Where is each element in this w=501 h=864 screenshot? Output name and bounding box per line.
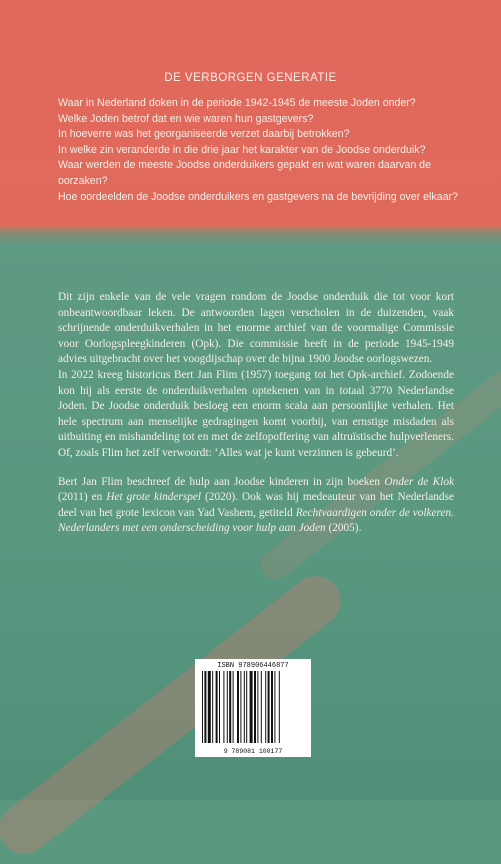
isbn-label: ISBN 978906446877 [217,662,289,670]
barcode-bar [223,671,224,743]
barcode-bar [244,671,245,743]
barcode-bars [201,671,305,743]
book-title: Rechtvaardigen onder de volkeren. Nederlanders met een onderscheiding voor hulp aan Joden [58,506,454,535]
bio-text: Bert Jan Flim beschreef de hulp aan Joodse kinderen in zijn boeken [58,475,385,488]
bio-text: (2020). Ook was hij medeauteur van het Nederlandse deel van het grote lexicon van Yad Vashem, getiteld [58,491,454,519]
question-item: Welke Joden betrof dat en wie waren hun gastgevers? [58,112,314,125]
barcode-bar [274,671,275,743]
barcode-bar [254,671,256,743]
barcode-bar [265,671,266,743]
question-item: Waar werden de meeste Joodse onderduikers gepakt en wat waren daarvan de oorzaken? [58,159,431,187]
question-list [58,96,458,205]
author-bio-paragraph [58,475,454,537]
blurb-paragraph-research: In 2022 kreeg historicus Bert Jan Flim (1957) toegang tot het Opk-archief. Zodoende kon hij als eerste de onderduikverhalen optekenen van in totaal 3770 Nederlandse Joden. De Joodse onderduik besloeg een enorm scala aan persoonlijke verhalen. Het hele spectrum aan menselijke gedragingen komt voorbij, van ernstige misdaden als uitbuiting en mishandeling tot en met de zelfopoffering van altruïstische hulpverleners. Of, zoals Flim het zelf verwoordt: ‘Alles wat je kunt verzinnen is gebeurd’. [58,368,454,459]
barcode-bar [240,671,241,743]
barcode-bar [279,671,280,743]
barcode-bar [261,671,262,743]
book-title: Onder de Klok [384,475,454,488]
barcode-bar [202,671,203,743]
barcode-digits: 9 789081 100177 [223,748,283,755]
bio-text: (2005). [325,522,362,535]
barcode-bar [227,671,228,743]
isbn-barcode [195,659,311,757]
barcode-bar [233,671,234,743]
barcode-bar [246,671,247,743]
barcode-bar [219,671,220,743]
question-item: In welke zin veranderde in die drie jaar het karakter van de Joodse onderduik? [58,143,426,156]
barcode-bar [216,671,218,743]
bio-text: (2011) en [58,491,107,504]
barcode-bar [268,671,270,743]
cover-heading: DE VERBORGEN GENERATIE [164,72,337,84]
question-item: Waar in Nederland doken in de periode 1942-1945 de meeste Joden onder? [58,97,416,109]
question-item: Hoe oordeelden de Joodse onderduikers en gastgevers na de bevrijding over elkaar? [58,190,458,203]
barcode-bar [208,671,211,743]
blurb-paragraph-intro: Dit zijn enkele van de vele vragen rondom de Joodse onderduik die tot voor kort onbeantwoordbaar leken. De antwoorden lagen verscholen in de duizenden, vaak schrijnende onderduikverhalen in het enorme archief van de voormalige Commissie voor Oorlogspleegkinderen (Opk). Die commissie heeft in de periode 1945-1949 advies uitgebracht over het voogdijschap over de bijna 1900 Joodse oorlogswezen. [58,291,454,366]
barcode-bar [271,671,273,743]
barcode-bar [257,671,258,743]
question-item: In hoeverre was het georganiseerde verzet daarbij betrokken? [58,128,350,141]
barcode-bar [237,671,239,743]
book-title: Het grote kinderspel [106,491,202,504]
barcode-bar [229,671,231,743]
barcode-bar [250,671,253,743]
blurb-text [58,290,454,537]
barcode-bar [212,671,213,743]
barcode-bar [204,671,206,743]
